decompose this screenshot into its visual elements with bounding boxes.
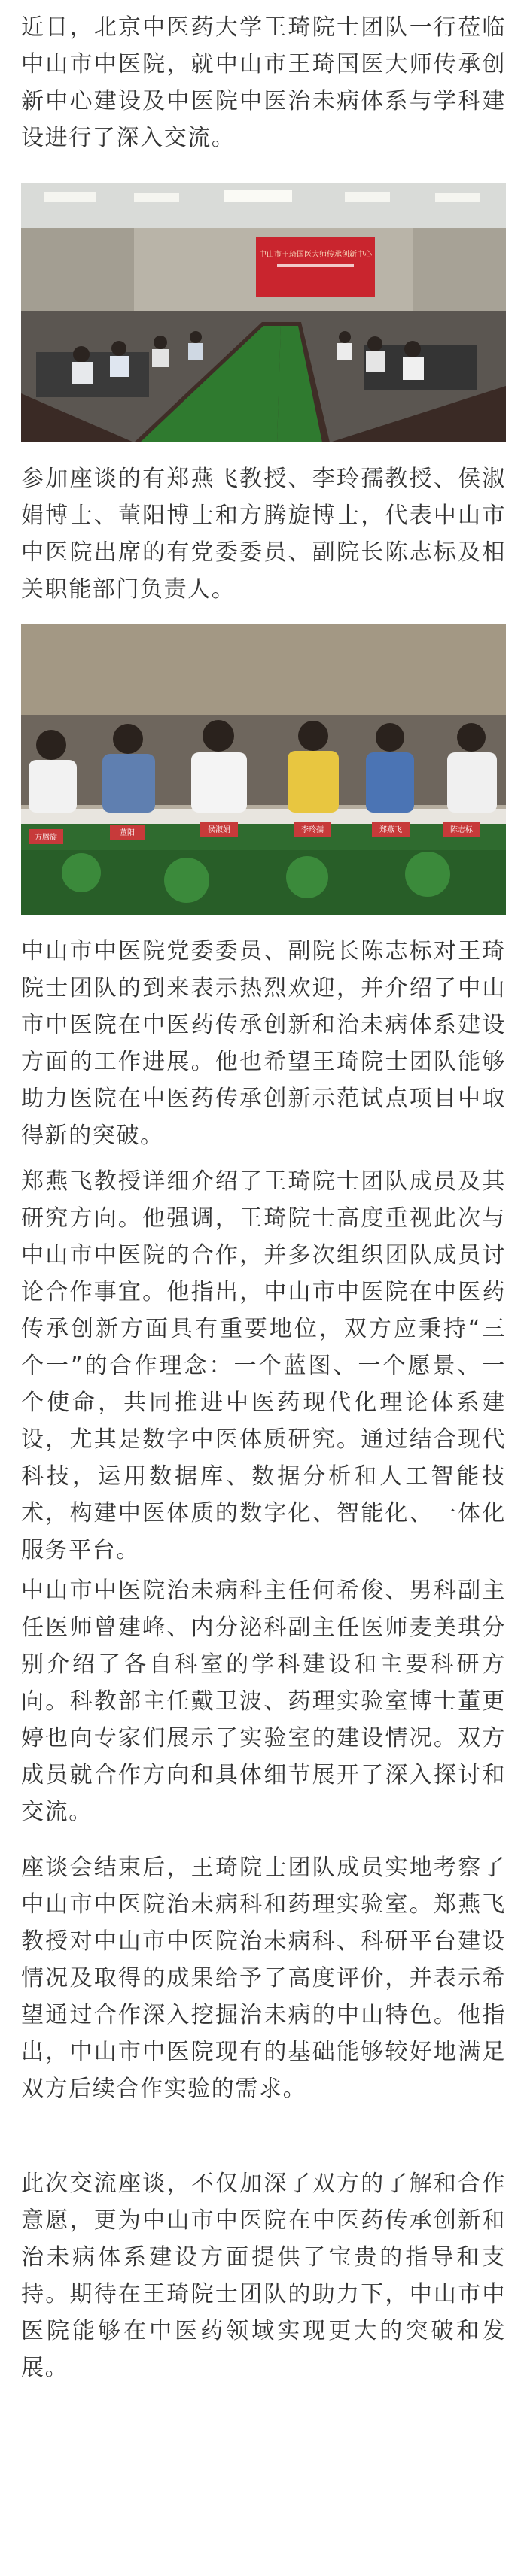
panel-illustration (21, 624, 506, 915)
meeting-room-photo (21, 183, 506, 442)
paragraph-site-visit: 座谈会结束后，王琦院士团队成员实地考察了中山市中医院治未病科和药理实验室。郑燕飞教授对中山市中医院治未病科、科研平台建设情况及取得的成果给予了高度评价，并表示希望通过合作深入挖掘治未病的中山特色。他指出，中山市中医院现有的基础能够较好地满足双方后续合作实验的需求。 (21, 1855, 506, 2102)
nameplate-6: 陈志标 (450, 826, 473, 834)
nameplate-1: 方腾旋 (35, 834, 57, 842)
panel-photo (21, 624, 506, 915)
paragraph-conclusion: 此次交流座谈，不仅加深了双方的了解和合作意愿，更为中山市中医院在中医药传承创新和治未病体系建设方面提供了宝贵的指导和支持。期待在王琦院士团队的助力下，中山市中医院能够在中医药领域实现更大的突破和发展。 (21, 2170, 506, 2381)
nameplate-2: 董阳 (120, 829, 135, 837)
nameplate-4: 李玲孺 (301, 826, 324, 834)
nameplate-5: 郑燕飞 (379, 826, 402, 834)
nameplate-3: 侯淑娟 (208, 826, 230, 834)
paragraph-intro: 近日，北京中医药大学王琦院士团队一行莅临中山市中医院，就中山市王琦国医大师传承创新中心建设及中医院中医治未病体系与学科建设进行了深入交流。 (21, 14, 506, 151)
paragraph-department-introductions: 中山市中医院治未病科主任何希俊、男科副主任医师曾建峰、内分泌科副主任医师麦美琪分别介绍了各自科室的学科建设和主要科研方向。科教部主任戴卫波、药理实验室博士董更婷也向专家们展示了实验室的建设情况。双方成员就合作方向和具体细节展开了深入探讨和交流。 (21, 1578, 506, 1825)
paragraph-zheng-introduction: 郑燕飞教授详细介绍了王琦院士团队成员及其研究方向。他强调，王琦院士高度重视此次与中山市中医院的合作，并多次组织团队成员讨论合作事宜。他指出，中山市中医院在中医药传承创新方面具有重要地位，双方应秉持“三个一”的合作理念：一个蓝图、一个愿景、一个使命，共同推进中医药现代化理论体系建设，尤其是数字中医体质研究。通过结合现代科技，运用数据库、数据分析和人工智能技术，构建中医体质的数字化、智能化、一体化服务平台。 (21, 1168, 506, 1563)
paragraph-attendees: 参加座谈的有郑燕飞教授、李玲孺教授、侯淑娟博士、董阳博士和方腾旋博士，代表中山市中医院出席的有党委委员、副院长陈志标及相关职能部门负责人。 (21, 466, 506, 603)
meeting-room-illustration (21, 183, 506, 442)
screen-text: 中山市王琦国医大师传承创新中心 (259, 251, 372, 259)
paragraph-welcome: 中山市中医院党委委员、副院长陈志标对王琦院士团队的到来表示热烈欢迎，并介绍了中山市中医院在中医药传承创新和治未病体系建设方面的工作进展。他也希望王琦院士团队能够助力医院在中医药传承创新示范试点项目中取得新的突破。 (21, 938, 506, 1149)
